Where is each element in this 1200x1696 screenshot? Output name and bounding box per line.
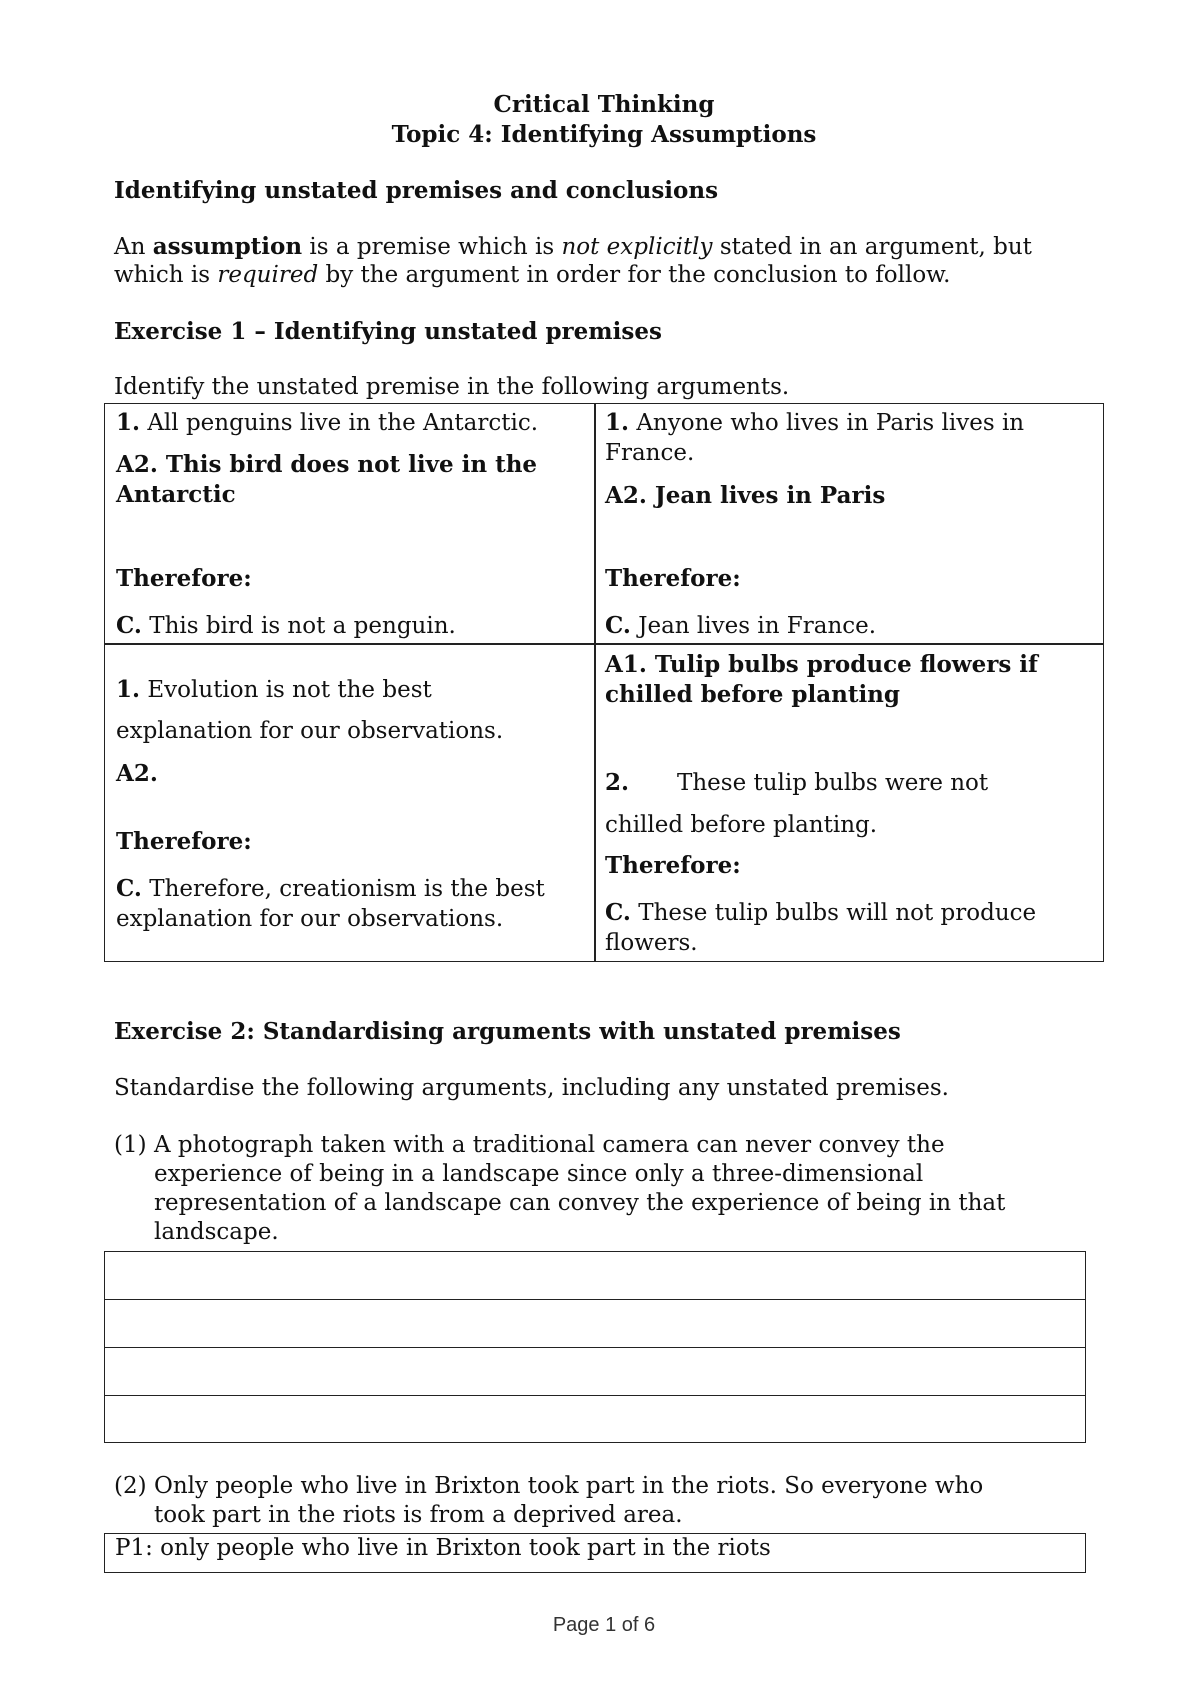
cell-2-premise-1	[605, 408, 1024, 438]
emphasis: required	[217, 262, 319, 288]
answer-row[interactable]	[105, 1252, 1085, 1300]
cell-1-assumption: A2. This bird does not live in the	[116, 451, 538, 478]
question-1-answer-table	[104, 1251, 1086, 1443]
question-number: (1)	[114, 1132, 147, 1158]
section-heading: Identifying unstated premises and conclusions	[114, 177, 719, 204]
question-text: A photograph taken with a traditional camera can never convey the	[154, 1132, 945, 1158]
conclusion-text: This bird is not a penguin.	[141, 613, 456, 639]
answer-row[interactable]	[105, 1300, 1085, 1348]
cell-1-assumption-cont: Antarctic	[116, 481, 236, 508]
question-2-line-2: took part in the riots is from a deprived area.	[154, 1502, 683, 1528]
cell-4-conclusion-cont: flowers.	[605, 930, 698, 956]
cell-4-assumption: A1. Tulip bulbs produce flowers if	[605, 651, 1038, 678]
premise-text: All penguins live in the Antarctic.	[140, 410, 539, 436]
answer-row[interactable]	[105, 1396, 1085, 1444]
cell-3-premise-1	[116, 675, 432, 705]
cell-4-conclusion	[605, 898, 1036, 928]
text: which is	[114, 262, 218, 288]
cell-4-therefore: Therefore:	[605, 852, 741, 879]
question-2-line-1	[114, 1472, 983, 1501]
cell-1-conclusion	[116, 611, 456, 641]
cell-4-assumption-cont: chilled before planting	[605, 681, 900, 708]
question-1-line-2: experience of being in a landscape since only a three-dimensional	[154, 1161, 924, 1187]
term-assumption: assumption	[152, 233, 303, 260]
exercise-2-instruction: Standardise the following arguments, including any unstated premises.	[114, 1075, 949, 1101]
premise-text: These tulip bulbs were not	[677, 770, 989, 796]
text: is a premise which is	[302, 234, 562, 260]
exercise-1-instruction: Identify the unstated premise in the following arguments.	[114, 374, 790, 400]
premise-label: 1.	[116, 676, 141, 703]
cell-1-premise-1	[116, 408, 538, 438]
answer-row[interactable]	[105, 1348, 1085, 1396]
page-number: Page 1 of 6	[552, 1614, 656, 1636]
text: An	[114, 234, 153, 260]
premise-label: 1.	[605, 409, 630, 436]
cell-2-assumption: A2. Jean lives in Paris	[605, 482, 886, 509]
question-number: (2)	[114, 1473, 147, 1499]
cell-3-premise-1-cont: explanation for our observations.	[116, 718, 504, 744]
premise-label: 2.	[605, 769, 630, 796]
definition-line-2	[114, 261, 950, 290]
conclusion-text: Therefore, creationism is the best	[141, 876, 545, 902]
conclusion-label: C.	[605, 899, 631, 926]
table-divider	[594, 403, 596, 962]
document-subtitle: Topic 4: Identifying Assumptions	[391, 121, 817, 148]
table-divider	[104, 643, 1104, 645]
exercise-1-heading: Exercise 1 – Identifying unstated premises	[114, 318, 662, 345]
cell-3-therefore: Therefore:	[116, 828, 252, 855]
conclusion-text: These tulip bulbs will not produce	[630, 900, 1037, 926]
definition-line-1	[114, 232, 1032, 262]
question-1-line-3: representation of a landscape can convey the experience of being in that	[154, 1190, 1006, 1216]
question-1-line-1	[114, 1131, 945, 1160]
conclusion-text: Jean lives in France.	[630, 613, 877, 639]
document-title: Critical Thinking	[493, 91, 715, 118]
cell-4-premise-2-cont: chilled before planting.	[605, 812, 878, 838]
exercise-2-heading: Exercise 2: Standardising arguments with unstated premises	[114, 1018, 901, 1045]
cell-4-premise-2	[605, 768, 988, 798]
question-1-line-4: landscape.	[154, 1219, 279, 1245]
cell-3-conclusion	[116, 874, 545, 904]
cell-3-assumption: A2.	[116, 760, 158, 787]
text: stated in an argument, but	[712, 234, 1032, 260]
cell-3-conclusion-cont: explanation for our observations.	[116, 906, 504, 932]
question-2-answer-box[interactable]: P1: only people who live in Brixton took part in the riots	[104, 1533, 1086, 1573]
cell-2-premise-1-cont: France.	[605, 440, 695, 466]
premise-text: Anyone who lives in Paris lives in	[629, 410, 1025, 436]
emphasis: not explicitly	[561, 234, 713, 260]
conclusion-label: C.	[116, 875, 142, 902]
cell-1-therefore: Therefore:	[116, 565, 252, 592]
conclusion-label: C.	[605, 612, 631, 639]
conclusion-label: C.	[116, 612, 142, 639]
text: by the argument in order for the conclusion to follow.	[318, 262, 951, 288]
cell-2-therefore: Therefore:	[605, 565, 741, 592]
premise-label: 1.	[116, 409, 141, 436]
cell-2-conclusion	[605, 611, 876, 641]
question-text: Only people who live in Brixton took part in the riots. So everyone who	[154, 1473, 984, 1499]
premise-text: Evolution is not the best	[140, 677, 432, 703]
